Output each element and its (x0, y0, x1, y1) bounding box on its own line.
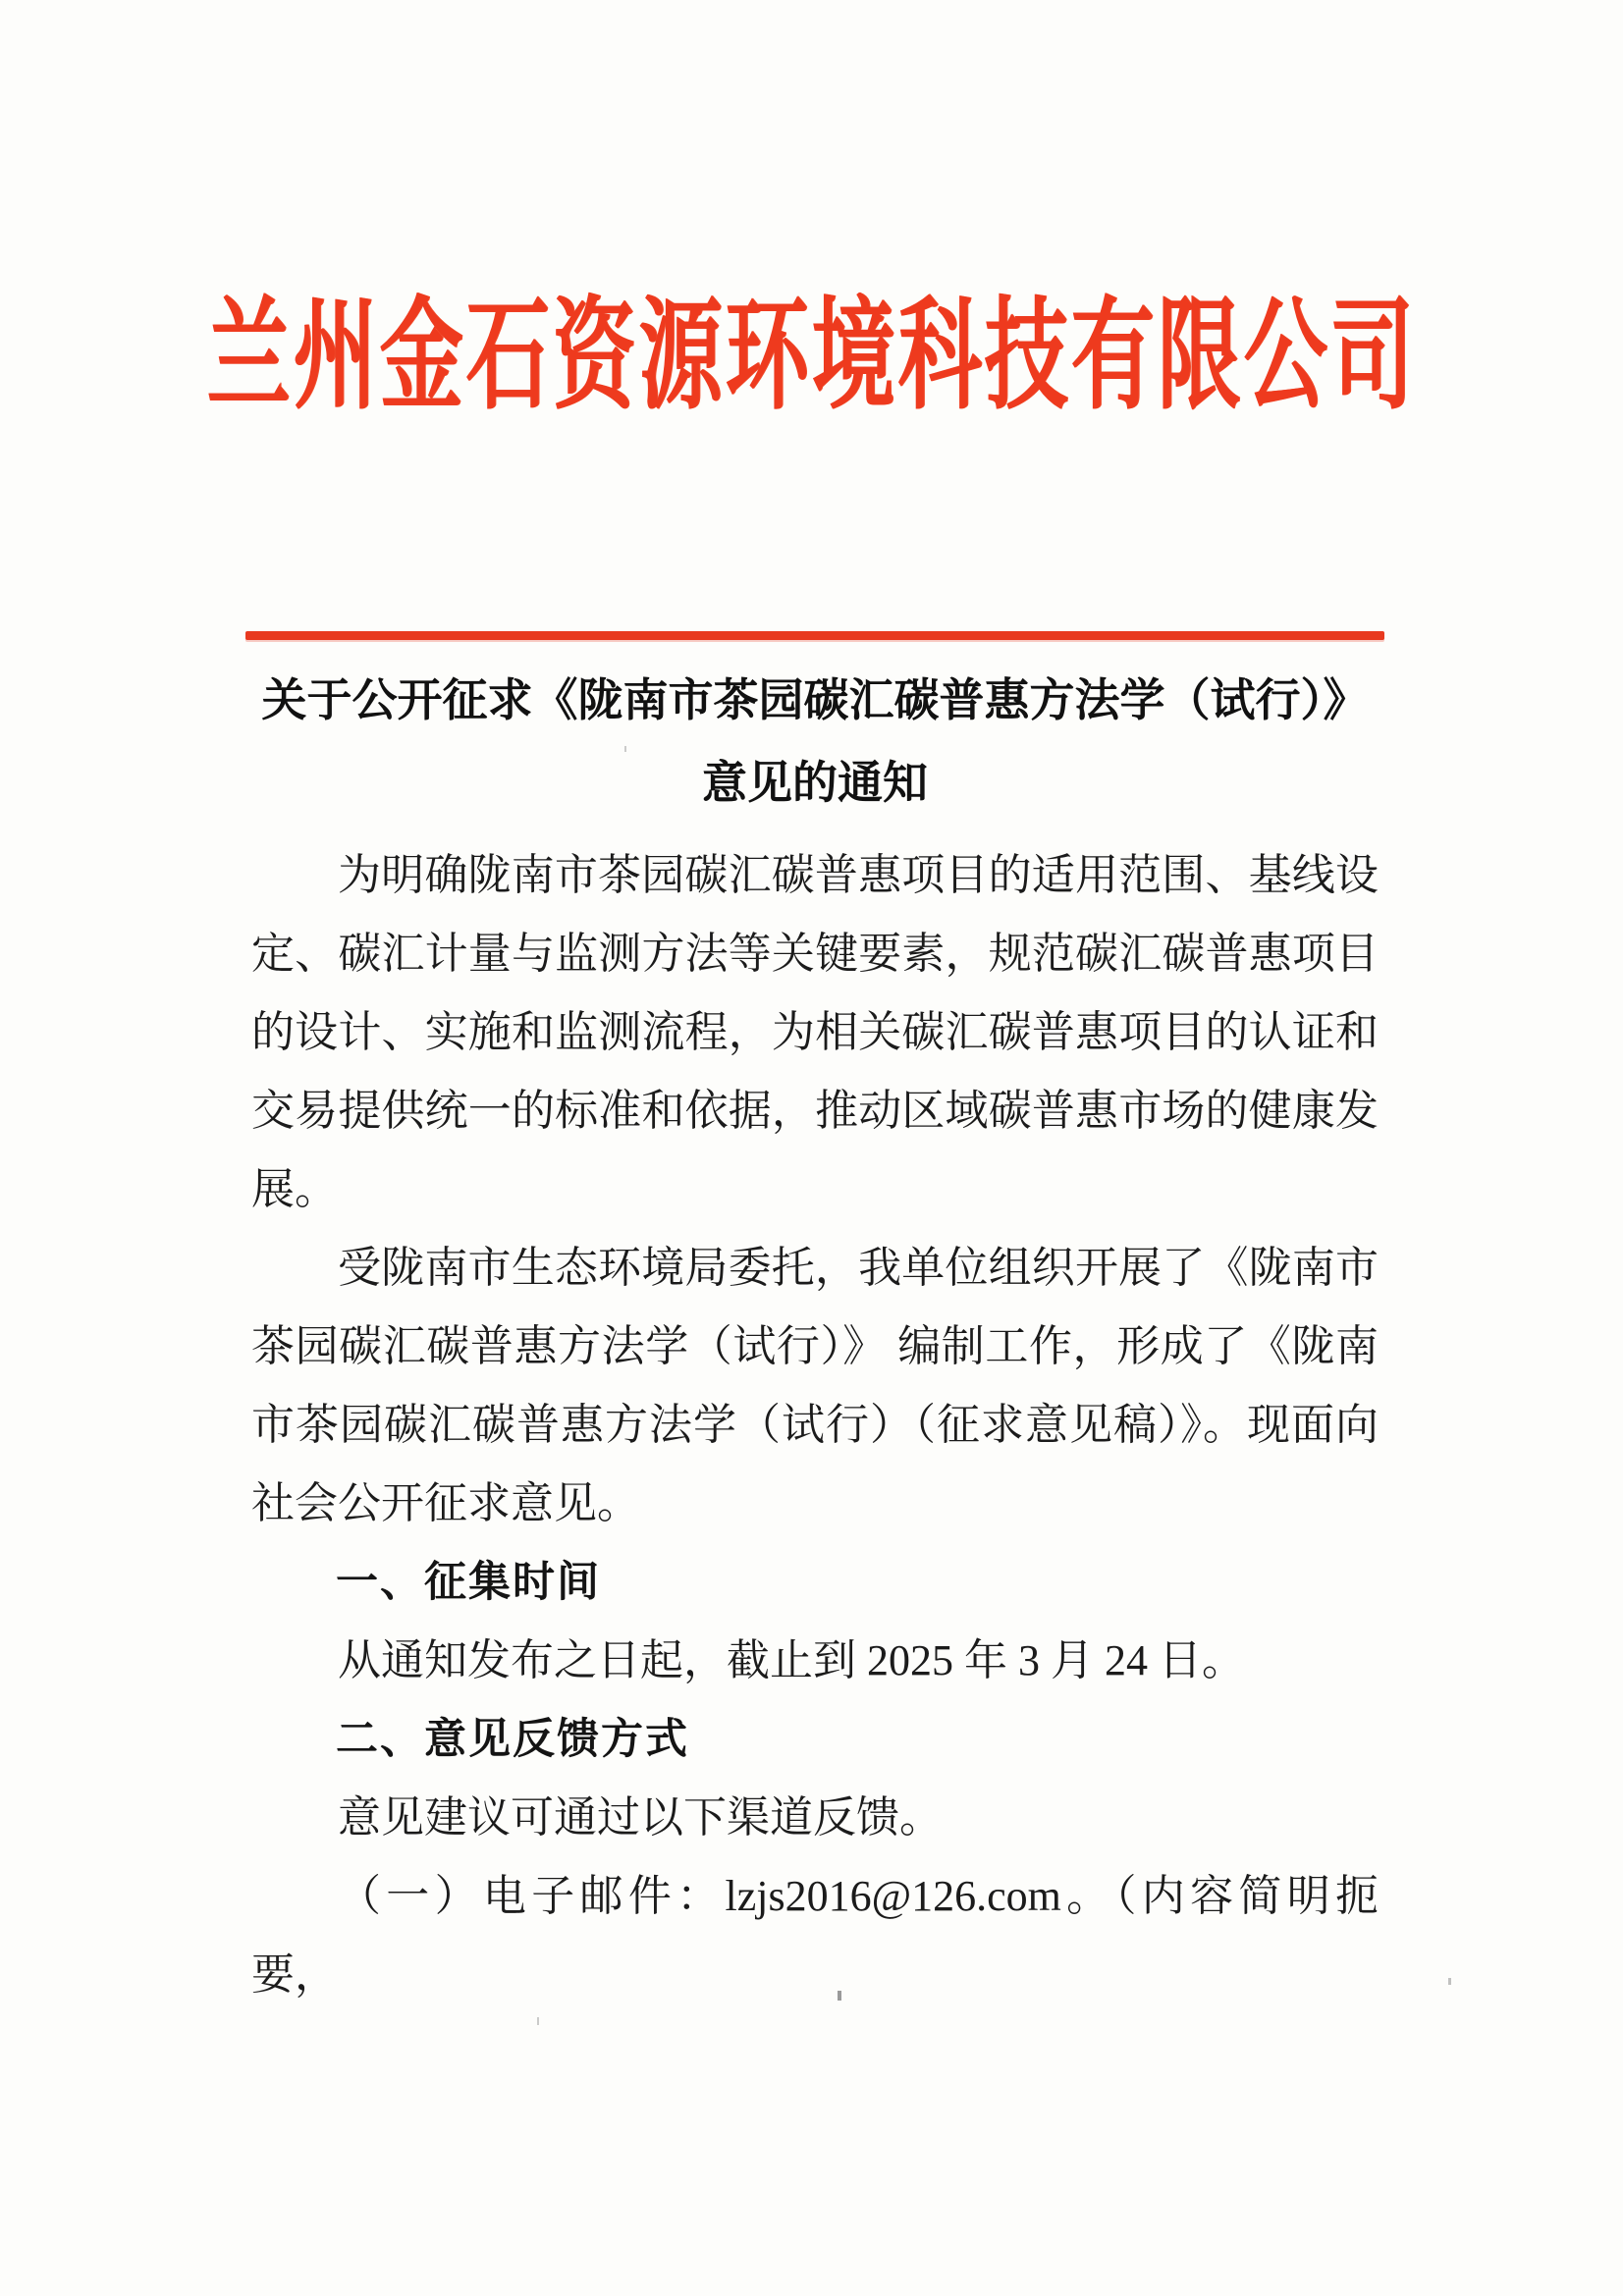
paragraph-deadline: 从通知发布之日起，截止到 2025 年 3 月 24 日。 (338, 1636, 1245, 1684)
scan-speck (838, 1991, 841, 2001)
document-title-line-1: 关于公开征求《陇南市茶园碳汇碳普惠方法学（试行）》 (261, 675, 1369, 725)
scan-speck (1448, 1978, 1451, 1985)
scan-speck (624, 746, 626, 752)
document-title-line-2: 意见的通知 (702, 758, 928, 808)
paragraph-purpose: 为明确陇南市茶园碳汇碳普惠项目的适用范围、基线设定、碳汇计量与监测方法等关键要素，规范碳汇碳普惠项目的设计、实施和监测流程，为相关碳汇碳普惠项目的认证和交易提供统一的标准和依据，推动区域碳普惠市场的健康发展。 (251, 851, 1379, 1213)
section-heading-collection-period: 一、征集时间 (336, 1559, 601, 1606)
paragraph-feedback-channels: 意见建议可通过以下渠道反馈。 (338, 1793, 943, 1842)
document-title (251, 660, 1379, 825)
section-heading-feedback-method: 二、意见反馈方式 (336, 1716, 689, 1763)
notice-body (251, 836, 1379, 2014)
scan-speck (537, 2017, 539, 2025)
paragraph-background: 受陇南市生态环境局委托，我单位组织开展了《陇南市茶园碳汇碳普惠方法学（试行）》 编制工作，形成了《陇南市茶园碳汇碳普惠方法学（试行）（征求意见稿）》。现面向社会公开征求意见。 (251, 1244, 1379, 1527)
letterhead-divider (245, 631, 1384, 640)
company-letterhead: 兰州金石资源环境科技有限公司 (206, 290, 1417, 425)
paragraph-email-channel: （一）电子邮件：lzjs2016@126.com。（内容简明扼要， (251, 1872, 1379, 1999)
